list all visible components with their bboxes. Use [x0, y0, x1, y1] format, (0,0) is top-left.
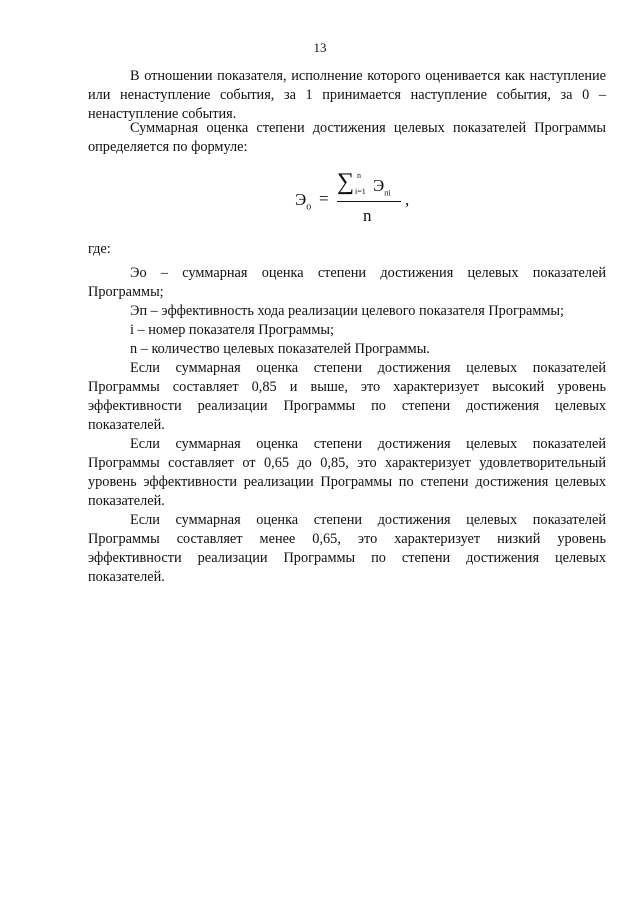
paragraph-event-rule: В отношении показателя, исполнение которого оценивается как наступление или ненаступление события, за 1 принимается наступление события, за 0 – ненаступление события. — [88, 68, 606, 122]
sum-lower-limit: i=1 — [355, 187, 366, 196]
paragraph-group-intro — [88, 119, 606, 157]
fraction-bar — [337, 201, 401, 202]
formula-fraction — [335, 170, 405, 238]
formula-trailing-comma: , — [405, 190, 410, 209]
paragraph-formula-intro: Суммарная оценка степени достижения целевых показателей Программы определяется по формуле: — [88, 120, 606, 155]
page-number: 13 — [313, 40, 327, 55]
where-label: где: — [88, 241, 111, 257]
definition-i: i – номер показателя Программы; — [130, 322, 334, 338]
formula-denominator: n — [363, 206, 372, 225]
paragraph-group-top — [88, 67, 606, 124]
summary-score-formula — [295, 170, 435, 240]
formula-term — [373, 176, 391, 197]
definition-ep: Эп – эффективность хода реализации целевого показателя Программы; — [130, 303, 564, 319]
formula-numerator — [335, 170, 405, 200]
sum-upper-limit: n — [357, 171, 361, 180]
formula-lhs-subscript: о — [306, 201, 312, 213]
paragraph-high-level: Если суммарная оценка степени достижения целевых показателей Программы составляет 0,85 и выше, это характеризует высокий уровень эффективности реализации Программы по степени достижения целевых показателей. — [88, 360, 606, 433]
paragraph-low-level: Если суммарная оценка степени достижения целевых показателей Программы составляет менее 0,65, это характеризует низкий уровень эффективности реализации Программы по степени достижения целевых показателей. — [88, 512, 606, 585]
paragraph-satisfactory-level: Если суммарная оценка степени достижения целевых показателей Программы составляет от 0,65 до 0,85, это характеризует удовлетворительный уровень эффективности реализации Программы по степени достижения целевых показателей. — [88, 436, 606, 509]
sum-icon: ∑ — [337, 169, 355, 195]
paragraph-group-definitions — [88, 264, 606, 587]
definition-n: n – количество целевых показателей Программы. — [130, 341, 430, 357]
formula-lhs-symbol: Э — [295, 190, 307, 209]
definition-eo: Эо – суммарная оценка степени достижения целевых показателей Программы; — [88, 265, 606, 300]
formula-lhs — [295, 190, 311, 212]
formula-equals: = — [319, 189, 329, 208]
formula-term-subscript: пi — [384, 188, 391, 198]
formula-term-symbol: Э — [373, 176, 385, 195]
